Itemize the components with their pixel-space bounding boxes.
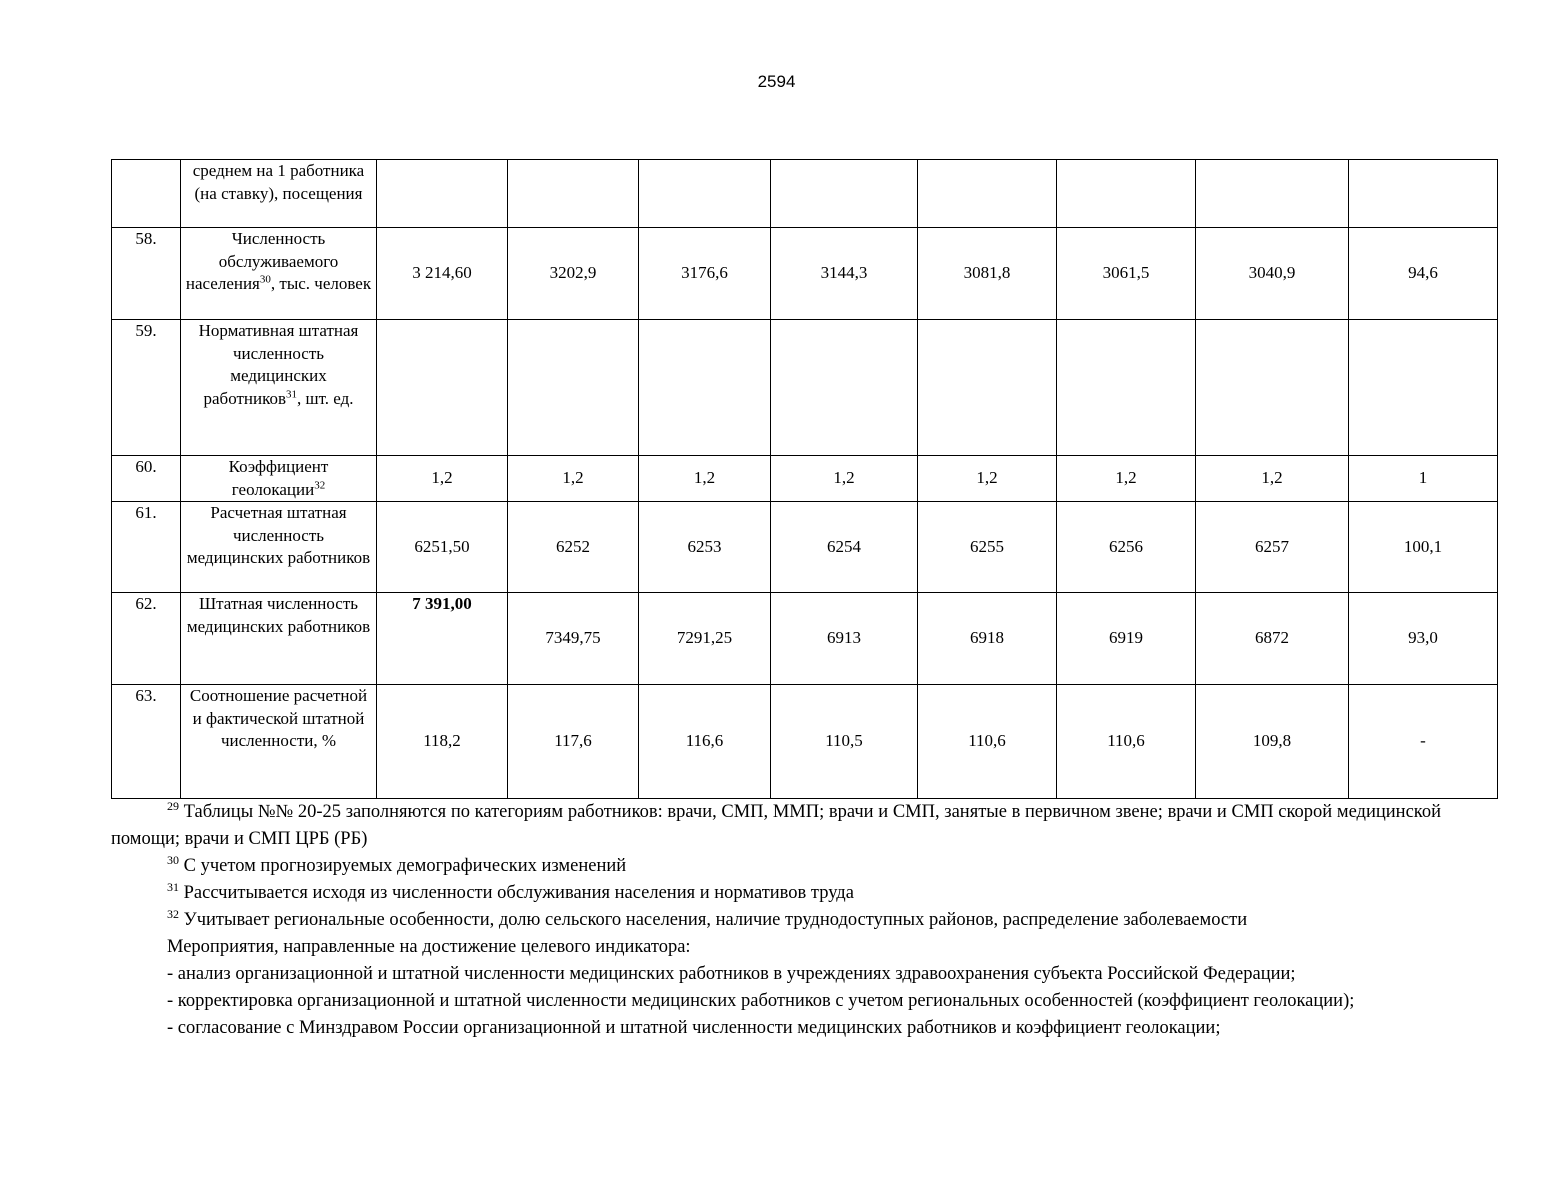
value-cell: [918, 160, 1057, 228]
value-cell: 7349,75: [508, 593, 639, 685]
value-cell: 118,2: [377, 685, 508, 799]
value-cell: 6254: [771, 502, 918, 593]
value-cell: 1,2: [771, 456, 918, 502]
value-cell: 3202,9: [508, 228, 639, 320]
row-label: Коэффициент геолокации$^{32}$: [181, 456, 377, 502]
footnote-ref: 31: [286, 387, 298, 400]
value-cell: 6251,50: [377, 502, 508, 593]
row-label: Штатная численность медицинских работников: [181, 593, 377, 685]
table-row: [112, 456, 1498, 502]
value-cell: [771, 320, 918, 456]
value-cell: 6913: [771, 593, 918, 685]
indicator-table: [111, 159, 1498, 799]
value-cell: [377, 320, 508, 456]
value-cell: 3144,3: [771, 228, 918, 320]
value-cell: 110,5: [771, 685, 918, 799]
row-number: 61.: [112, 502, 181, 593]
table-row: [112, 160, 1498, 228]
measure-item: - корректировка организационной и штатной численности медицинских работников с учетом региональных особенностей (коэффициент геолокации);: [167, 991, 1355, 1011]
value-cell: 6253: [639, 502, 771, 593]
value-cell: 110,6: [1057, 685, 1196, 799]
value-cell: 3061,5: [1057, 228, 1196, 320]
value-cell: 93,0: [1349, 593, 1498, 685]
footnote: $^{32}$ Учитывает региональные особенности, долю сельского населения, наличие труднодоступных районов, распределение заболеваемости: [167, 906, 1248, 930]
row-number: 60.: [112, 456, 181, 502]
table-row: [112, 228, 1498, 320]
value-cell: 100,1: [1349, 502, 1498, 593]
table-row: [112, 502, 1498, 593]
value-cell: 3 214,60: [377, 228, 508, 320]
value-cell: 6918: [918, 593, 1057, 685]
value-cell: 1,2: [1057, 456, 1196, 502]
value-cell: 7291,25: [639, 593, 771, 685]
footnote-mark: 30: [167, 852, 179, 867]
measure-item: - согласование с Минздравом России организационной и штатной численности медицинских работников и коэффициент геолокации;: [167, 1018, 1221, 1038]
table-row: [112, 685, 1498, 799]
value-cell: -: [1349, 685, 1498, 799]
value-cell: 1,2: [377, 456, 508, 502]
footnote: $^{30}$ С учетом прогнозируемых демографических изменений: [167, 852, 627, 876]
value-cell: 6255: [918, 502, 1057, 593]
footnote-mark: 29: [167, 798, 179, 813]
footnote: $^{29}$ Таблицы №№ 20-25 заполняются по категориям работников: врачи, СМП, ММП; врачи и СМП, занятые в первичном звене; врачи и СМП скорой медицинской помощи; врачи и СМП ЦРБ (РБ): [111, 798, 1441, 849]
value-cell: 6252: [508, 502, 639, 593]
value-cell: 1: [1349, 456, 1498, 502]
measures-heading: Мероприятия, направленные на достижение целевого индикатора:: [167, 937, 691, 957]
value-cell: [508, 160, 639, 228]
value-cell: [1057, 160, 1196, 228]
row-number: 58.: [112, 228, 181, 320]
value-cell: 3081,8: [918, 228, 1057, 320]
row-label: среднем на 1 работника (на ставку), посещения: [181, 160, 377, 228]
value-cell: 117,6: [508, 685, 639, 799]
row-label: Нормативная штатная численность медицинских работников$^{31}$, шт. ед.: [181, 320, 377, 456]
value-cell: 6872: [1196, 593, 1349, 685]
row-label: Численность обслуживаемого населения$^{30}$, тыс. человек: [181, 228, 377, 320]
value-cell: [771, 160, 918, 228]
value-cell: [1196, 320, 1349, 456]
footnote-ref: 30: [259, 273, 271, 286]
row-label: Соотношение расчетной и фактической штатной численности, %: [181, 685, 377, 799]
value-cell: 3040,9: [1196, 228, 1349, 320]
value-cell: 94,6: [1349, 228, 1498, 320]
value-cell: 3176,6: [639, 228, 771, 320]
footnotes-section: [111, 799, 1441, 1042]
value-cell: [1196, 160, 1349, 228]
value-cell: [377, 593, 508, 685]
value-cell: 109,8: [1196, 685, 1349, 799]
row-number: 62.: [112, 593, 181, 685]
value-cell: 1,2: [508, 456, 639, 502]
value-cell: [1349, 320, 1498, 456]
row-label: Расчетная штатная численность медицинских работников: [181, 502, 377, 593]
footnote-mark: 31: [167, 879, 179, 894]
value-cell: 1,2: [639, 456, 771, 502]
value-cell: 110,6: [918, 685, 1057, 799]
value-cell: 1,2: [918, 456, 1057, 502]
footnote: $^{31}$ Рассчитывается исходя из численности обслуживания населения и нормативов труда: [167, 879, 854, 903]
table-row: [112, 320, 1498, 456]
measure-item: - анализ организационной и штатной численности медицинских работников в учреждениях здравоохранения субъекта Российской Федерации;: [167, 964, 1296, 984]
value-cell: [639, 160, 771, 228]
row-number: 59.: [112, 320, 181, 456]
value-cell: [1349, 160, 1498, 228]
value-cell: [377, 160, 508, 228]
value-cell: [639, 320, 771, 456]
value-cell: [918, 320, 1057, 456]
value-cell: 116,6: [639, 685, 771, 799]
bold-value: 7 391,00: [412, 594, 472, 613]
value-cell: [1057, 320, 1196, 456]
value-cell: [508, 320, 639, 456]
row-number: [112, 160, 181, 228]
footnote-mark: 32: [167, 906, 179, 921]
value-cell: 1,2: [1196, 456, 1349, 502]
table-row: [112, 593, 1498, 685]
value-cell: 6919: [1057, 593, 1196, 685]
value-cell: 6257: [1196, 502, 1349, 593]
footnote-ref: 32: [314, 478, 326, 491]
row-number: 63.: [112, 685, 181, 799]
page-number: 2594: [757, 72, 796, 91]
value-cell: 6256: [1057, 502, 1196, 593]
